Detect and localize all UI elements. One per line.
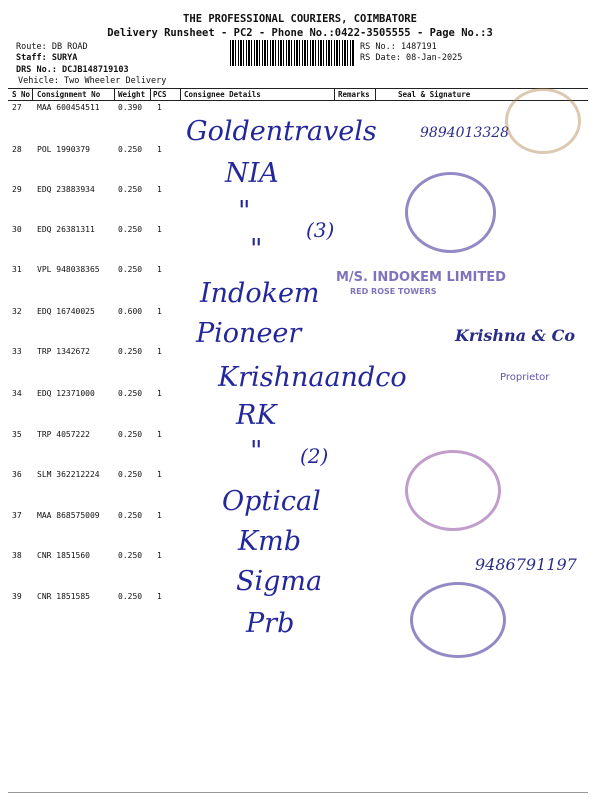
row-pcs: 1	[157, 470, 162, 479]
phone-signature: 9486791197	[475, 555, 577, 574]
handwritten-consignee: "	[238, 196, 251, 227]
col-divider	[375, 88, 376, 100]
col-divider	[334, 88, 335, 100]
row-sno: 36	[12, 470, 22, 479]
row-consignment-no: POL 1990379	[37, 145, 90, 154]
col-header-remarks: Remarks	[338, 90, 370, 99]
handwritten-consignee: Pioneer	[196, 318, 302, 349]
col-divider	[180, 88, 181, 100]
phone-signature: 9894013328	[420, 125, 510, 141]
seal-stamp	[505, 88, 581, 154]
row-consignment-no: MAA 868575009	[37, 511, 100, 520]
row-pcs: 1	[157, 185, 162, 194]
seal-stamp	[410, 582, 506, 658]
row-consignment-no: EDQ 16740025	[37, 307, 95, 316]
row-sno: 30	[12, 225, 22, 234]
rs-number: RS No.: 1487191	[360, 42, 437, 52]
row-consignment-no: CNR 1851560	[37, 551, 90, 560]
col-header-consignment: Consignment No	[37, 90, 101, 99]
handwritten-consignee: Optical	[222, 486, 321, 517]
company-stamp: M/S. INDOKEM LIMITED	[336, 270, 506, 285]
barcode	[230, 40, 354, 66]
row-weight: 0.250	[118, 592, 143, 601]
header-bottom-rule	[8, 100, 588, 101]
row-pcs: 1	[157, 145, 162, 154]
row-weight: 0.250	[118, 389, 143, 398]
handwritten-consignee: RK	[236, 400, 277, 431]
row-sno: 37	[12, 511, 22, 520]
row-sno: 35	[12, 430, 22, 439]
handwritten-count: (3)	[306, 218, 335, 242]
row-sno: 33	[12, 347, 22, 356]
seal-stamp	[405, 450, 501, 531]
row-pcs: 1	[157, 551, 162, 560]
handwritten-count: (2)	[300, 444, 329, 468]
handwritten-consignee: Kmb	[238, 526, 302, 557]
row-consignment-no: VPL 948038365	[37, 265, 100, 274]
company-stamp-address: RED ROSE TOWERS	[350, 287, 437, 296]
drs-number: DRS No.: DCJB148719103	[16, 65, 129, 75]
runsheet-title: Delivery Runsheet - PC2 - Phone No.:0422-3505555 - Page No.:3	[107, 27, 493, 39]
row-weight: 0.250	[118, 470, 143, 479]
row-consignment-no: SLM 362212224	[37, 470, 100, 479]
row-sno: 29	[12, 185, 22, 194]
vehicle: Vehicle: Two Wheeler Delivery	[18, 76, 167, 86]
row-consignment-no: CNR 1851585	[37, 592, 90, 601]
row-sno: 38	[12, 551, 22, 560]
row-weight: 0.600	[118, 307, 143, 316]
row-pcs: 1	[157, 430, 162, 439]
row-sno: 39	[12, 592, 22, 601]
row-consignment-no: MAA 600454511	[37, 103, 100, 112]
handwritten-consignee: "	[250, 436, 263, 467]
row-weight: 0.250	[118, 511, 143, 520]
row-pcs: 1	[157, 103, 162, 112]
row-weight: 0.250	[118, 430, 143, 439]
company-name: THE PROFESSIONAL COURIERS, COIMBATORE	[183, 13, 417, 25]
row-consignment-no: EDQ 23883934	[37, 185, 95, 194]
row-pcs: 1	[157, 511, 162, 520]
header-top-rule	[8, 88, 588, 89]
handwritten-consignee: NIA	[225, 158, 279, 189]
row-sno: 34	[12, 389, 22, 398]
row-pcs: 1	[157, 389, 162, 398]
row-sno: 32	[12, 307, 22, 316]
row-weight: 0.250	[118, 185, 143, 194]
col-divider	[150, 88, 151, 100]
row-sno: 28	[12, 145, 22, 154]
row-pcs: 1	[157, 347, 162, 356]
row-weight: 0.390	[118, 103, 143, 112]
handwritten-consignee: Prb	[246, 608, 295, 639]
row-weight: 0.250	[118, 347, 143, 356]
row-sno: 31	[12, 265, 22, 274]
row-weight: 0.250	[118, 265, 143, 274]
row-weight: 0.250	[118, 225, 143, 234]
route: Route: DB ROAD	[16, 42, 88, 52]
handwritten-consignee: "	[250, 234, 263, 265]
row-weight: 0.250	[118, 551, 143, 560]
handwritten-consignee: Goldentravels	[186, 116, 377, 147]
row-sno: 27	[12, 103, 22, 112]
row-consignment-no: TRP 4057222	[37, 430, 90, 439]
page-bottom-rule	[8, 792, 588, 793]
row-weight: 0.250	[118, 145, 143, 154]
row-pcs: 1	[157, 307, 162, 316]
row-consignment-no: TRP 1342672	[37, 347, 90, 356]
row-consignment-no: EDQ 26381311	[37, 225, 95, 234]
row-consignment-no: EDQ 12371000	[37, 389, 95, 398]
col-header-weight: Weight	[118, 90, 146, 99]
staff: Staff: SURYA	[16, 53, 78, 63]
col-header-pcs: PCS	[153, 90, 167, 99]
row-pcs: 1	[157, 225, 162, 234]
col-divider	[114, 88, 115, 100]
col-divider	[32, 88, 33, 100]
handwritten-consignee: Krishnaandco	[218, 362, 407, 393]
col-header-sno: S No	[12, 90, 31, 99]
row-pcs: 1	[157, 265, 162, 274]
handwritten-consignee: Indokem	[200, 278, 320, 309]
rs-date: RS Date: 08-Jan-2025	[360, 53, 463, 63]
proprietor-stamp: Proprietor	[500, 372, 550, 383]
col-header-seal: Seal & Signature	[398, 90, 471, 99]
seal-stamp	[405, 172, 496, 253]
handwritten-consignee: Sigma	[236, 566, 323, 597]
row-pcs: 1	[157, 592, 162, 601]
col-header-consignee: Consignee Details	[184, 90, 261, 99]
signature-stamp: Krishna & Co	[455, 326, 576, 345]
